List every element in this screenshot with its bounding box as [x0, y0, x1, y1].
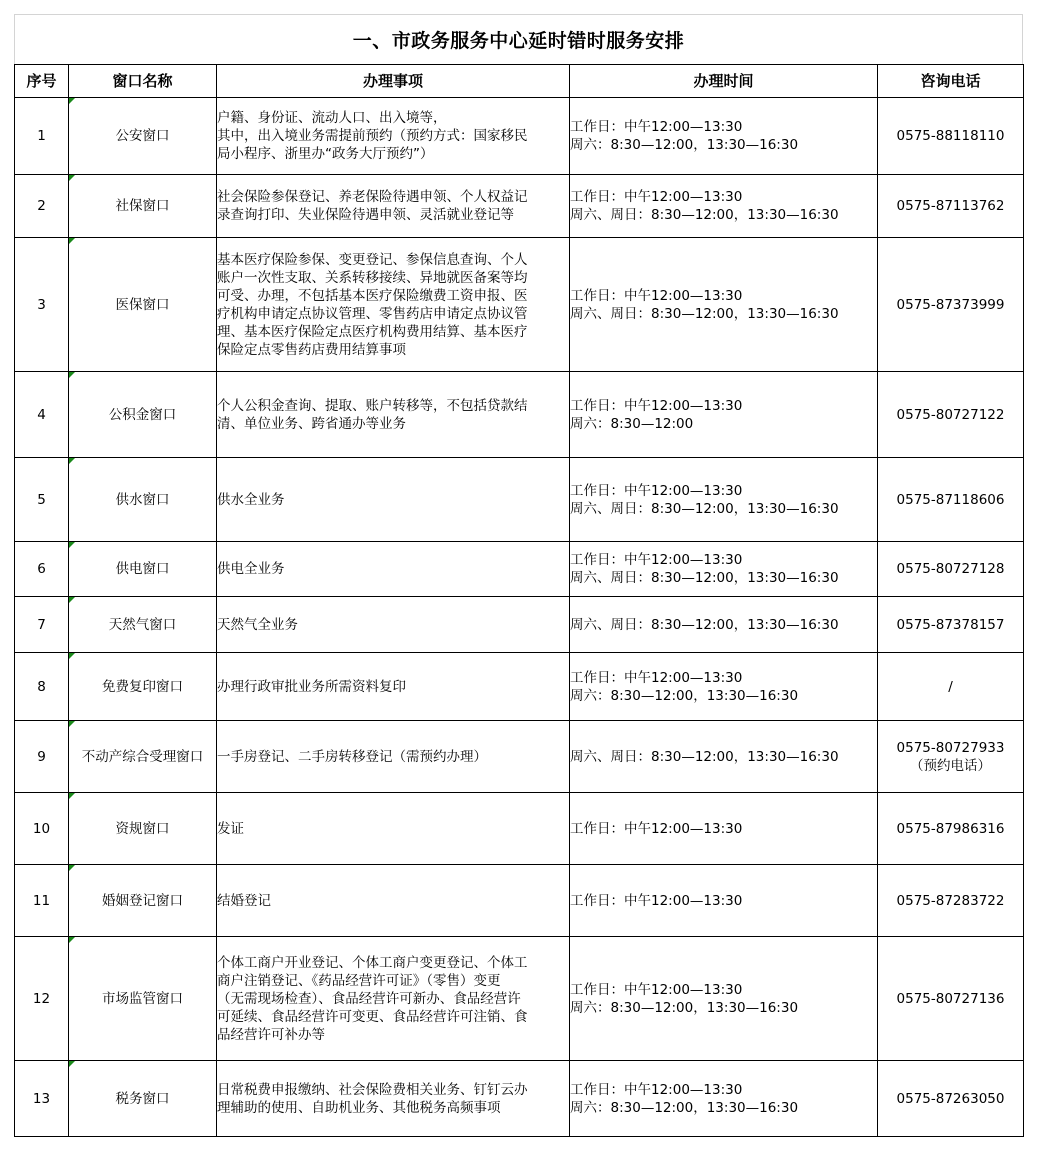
table-row [15, 98, 1024, 175]
row-number: 1 [15, 98, 69, 175]
phone-number: 0575-87283722 [896, 892, 1005, 909]
phone-cell [878, 653, 1024, 721]
row-number: 8 [15, 653, 69, 721]
service-items-cell [217, 793, 570, 865]
phone-number: 0575-87113762 [896, 198, 1005, 214]
phone-number: 0575-80727122 [896, 406, 1005, 423]
row-number: 3 [15, 238, 69, 372]
table-row [15, 542, 1024, 597]
table-row [15, 721, 1024, 793]
service-item-line: 供水全业务 [217, 491, 285, 508]
service-item-line: （无需现场检查）、食品经营许可新办、食品经营许 [217, 990, 521, 1007]
service-item-line: 供电全业务 [217, 561, 285, 577]
window-name-cell [69, 542, 217, 597]
service-item-line: 可受、办理，不包括基本医疗保险缴费工资申报、医 [217, 287, 528, 304]
service-time-line: 工作日：中午12:00—13:30 [570, 189, 743, 205]
service-item-line: 可延续、食品经营许可变更、食品经营许可注销、食 [217, 1008, 528, 1025]
comment-marker-icon [69, 721, 75, 727]
service-item-line: 理辅助的使用、自助机业务、其他税务高频事项 [217, 1099, 501, 1116]
window-name-cell [69, 238, 217, 372]
table-row [15, 597, 1024, 653]
window-name-cell [69, 721, 217, 793]
service-items-cell [217, 175, 570, 238]
comment-marker-icon [69, 653, 75, 659]
comment-marker-icon [69, 372, 75, 378]
service-time-line: 周六：8:30—12:00，13:30—16:30 [570, 137, 799, 153]
service-time-line: 周六、周日：8:30—12:00，13:30—16:30 [570, 748, 839, 765]
service-time-line: 周六：8:30—12:00 [570, 415, 694, 432]
phone-cell [878, 175, 1024, 238]
service-time-line: 工作日：中午12:00—13:30 [570, 1081, 743, 1098]
service-item-line: 局小程序、浙里办“政务大厅预约”） [217, 146, 434, 162]
service-time-line: 周六：8:30—12:00，13:30—16:30 [570, 1099, 799, 1116]
service-items-cell [217, 458, 570, 542]
service-items-cell [217, 865, 570, 937]
service-items-cell [217, 937, 570, 1061]
row-number: 13 [15, 1061, 69, 1137]
row-number: 9 [15, 721, 69, 793]
phone-number: 0575-87373999 [896, 296, 1005, 313]
service-time-cell [570, 937, 878, 1061]
window-name-cell [69, 937, 217, 1061]
service-item-line: 发证 [217, 820, 244, 837]
window-name: 公安窗口 [115, 128, 170, 144]
service-item-line: 品经营许可补办等 [217, 1026, 325, 1043]
service-time-line: 工作日：中午12:00—13:30 [570, 552, 743, 568]
service-item-line: 户籍、身份证、流动人口、出入境等， [217, 110, 447, 126]
table-body [15, 98, 1024, 1137]
service-time-line: 周六、周日：8:30—12:00，13:30—16:30 [570, 500, 839, 517]
table-row [15, 238, 1024, 372]
service-item-line: 办理行政审批业务所需资料复印 [217, 678, 406, 695]
table-row [15, 372, 1024, 458]
service-time-line: 工作日：中午12:00—13:30 [570, 482, 743, 499]
comment-marker-icon [69, 458, 75, 464]
comment-marker-icon [69, 98, 75, 104]
comment-marker-icon [69, 175, 75, 181]
comment-marker-icon [69, 865, 75, 871]
window-name: 免费复印窗口 [102, 678, 183, 695]
service-item-line: 其中，出入境业务需提前预约（预约方式：国家移民 [217, 128, 528, 144]
service-time-cell [570, 238, 878, 372]
window-name: 天然气窗口 [108, 616, 177, 633]
service-item-line: 清、单位业务、跨省通办等业务 [217, 415, 406, 432]
window-name: 供电窗口 [115, 561, 170, 577]
service-items-cell [217, 597, 570, 653]
row-number: 5 [15, 458, 69, 542]
window-name-cell [69, 865, 217, 937]
phone-number: （预约电话） [910, 757, 991, 774]
phone-cell [878, 458, 1024, 542]
service-items-cell [217, 1061, 570, 1137]
window-name-cell [69, 458, 217, 542]
service-time-cell [570, 865, 878, 937]
service-time-line: 周六、周日：8:30—12:00，13:30—16:30 [570, 570, 839, 586]
service-item-line: 疗机构申请定点协议管理、零售药店申请定点协议管 [217, 305, 528, 322]
service-item-line: 商户注销登记、《药品经营许可证》（零售）变更 [217, 972, 501, 989]
phone-cell [878, 937, 1024, 1061]
phone-number: / [948, 678, 953, 695]
phone-cell [878, 1061, 1024, 1137]
row-number: 4 [15, 372, 69, 458]
phone-number: 0575-80727136 [896, 990, 1005, 1007]
service-time-cell [570, 1061, 878, 1137]
table-row [15, 865, 1024, 937]
page-title: 一、市政务服务中心延时错时服务安排 [14, 14, 1023, 64]
window-name: 市场监管窗口 [102, 990, 183, 1007]
service-item-line: 天然气全业务 [217, 616, 298, 633]
phone-number: 0575-87986316 [896, 820, 1005, 837]
comment-marker-icon [69, 1061, 75, 1067]
service-time-line: 工作日：中午12:00—13:30 [570, 287, 743, 304]
row-number: 10 [15, 793, 69, 865]
service-time-cell [570, 597, 878, 653]
window-name-cell [69, 1061, 217, 1137]
service-time-line: 工作日：中午12:00—13:30 [570, 820, 743, 837]
service-item-line: 个体工商户开业登记、个体工商户变更登记、个体工 [217, 954, 528, 971]
service-item-line: 保险定点零售药店费用结算事项 [217, 341, 406, 358]
window-name-cell [69, 98, 217, 175]
service-item-line: 社会保险参保登记、养老保险待遇申领、个人权益记 [217, 189, 528, 205]
service-item-line: 录查询打印、失业保险待遇申领、灵活就业登记等 [217, 207, 514, 223]
row-number: 11 [15, 865, 69, 937]
row-number: 6 [15, 542, 69, 597]
service-time-cell [570, 372, 878, 458]
service-time-line: 工作日：中午12:00—13:30 [570, 981, 743, 998]
service-time-cell [570, 793, 878, 865]
service-time-cell [570, 458, 878, 542]
comment-marker-icon [69, 937, 75, 943]
service-items-cell [217, 98, 570, 175]
window-name: 税务窗口 [115, 1090, 170, 1107]
service-item-line: 账户一次性支取、关系转移接续、异地就医备案等均 [217, 269, 528, 286]
phone-number: 0575-87263050 [896, 1090, 1005, 1107]
row-number: 12 [15, 937, 69, 1061]
header-no: 序号 [15, 65, 69, 98]
window-name-cell [69, 597, 217, 653]
service-items-cell [217, 542, 570, 597]
table-row [15, 1061, 1024, 1137]
comment-marker-icon [69, 597, 75, 603]
phone-cell [878, 542, 1024, 597]
window-name: 不动产综合受理窗口 [81, 748, 204, 765]
phone-number: 0575-80727128 [896, 561, 1005, 577]
service-item-line: 日常税费申报缴纳、社会保险费相关业务、钉钉云办 [217, 1081, 528, 1098]
service-time-line: 工作日：中午12:00—13:30 [570, 397, 743, 414]
header-time: 办理时间 [570, 65, 878, 98]
service-item-line: 理、基本医疗保险定点医疗机构费用结算、基本医疗 [217, 323, 528, 340]
service-time-line: 工作日：中午12:00—13:30 [570, 669, 743, 686]
phone-cell [878, 597, 1024, 653]
header-window-name: 窗口名称 [69, 65, 217, 98]
service-time-cell [570, 721, 878, 793]
service-time-line: 周六：8:30—12:00，13:30—16:30 [570, 999, 799, 1016]
service-time-line: 周六：8:30—12:00，13:30—16:30 [570, 687, 799, 704]
phone-cell [878, 865, 1024, 937]
window-name: 供水窗口 [115, 491, 170, 508]
service-items-cell [217, 372, 570, 458]
phone-number: 0575-80727933 [896, 739, 1005, 756]
header-items: 办理事项 [217, 65, 570, 98]
window-name-cell [69, 175, 217, 238]
window-name: 医保窗口 [115, 296, 170, 313]
phone-cell [878, 238, 1024, 372]
schedule-sheet [14, 14, 1023, 1137]
service-item-line: 基本医疗保险参保、变更登记、参保信息查询、个人 [217, 251, 528, 268]
header-row [15, 65, 1024, 98]
table-row [15, 793, 1024, 865]
window-name: 公积金窗口 [108, 406, 177, 423]
table-row [15, 175, 1024, 238]
service-time-line: 周六、周日：8:30—12:00，13:30—16:30 [570, 616, 839, 633]
comment-marker-icon [69, 542, 75, 548]
comment-marker-icon [69, 238, 75, 244]
service-item-line: 结婚登记 [217, 892, 271, 909]
schedule-table [14, 64, 1024, 1137]
window-name-cell [69, 653, 217, 721]
service-time-cell [570, 98, 878, 175]
table-row [15, 458, 1024, 542]
row-number: 2 [15, 175, 69, 238]
service-time-line: 周六、周日：8:30—12:00，13:30—16:30 [570, 305, 839, 322]
service-items-cell [217, 653, 570, 721]
service-item-line: 个人公积金查询、提取、账户转移等，不包括贷款结 [217, 397, 528, 414]
phone-number: 0575-88118110 [896, 128, 1005, 144]
phone-cell [878, 98, 1024, 175]
service-items-cell [217, 721, 570, 793]
phone-cell [878, 721, 1024, 793]
comment-marker-icon [69, 793, 75, 799]
service-time-line: 工作日：中午12:00—13:30 [570, 892, 743, 909]
phone-cell [878, 793, 1024, 865]
window-name: 资规窗口 [115, 820, 170, 837]
table-row [15, 937, 1024, 1061]
service-time-cell [570, 175, 878, 238]
window-name-cell [69, 793, 217, 865]
row-number: 7 [15, 597, 69, 653]
service-time-cell [570, 653, 878, 721]
phone-number: 0575-87378157 [896, 616, 1005, 633]
service-time-line: 周六、周日：8:30—12:00，13:30—16:30 [570, 207, 839, 223]
service-time-cell [570, 542, 878, 597]
phone-number: 0575-87118606 [896, 491, 1005, 508]
window-name: 婚姻登记窗口 [102, 892, 183, 909]
service-time-line: 工作日：中午12:00—13:30 [570, 119, 743, 135]
service-item-line: 一手房登记、二手房转移登记（需预约办理） [217, 748, 487, 765]
phone-cell [878, 372, 1024, 458]
service-items-cell [217, 238, 570, 372]
window-name-cell [69, 372, 217, 458]
table-row [15, 653, 1024, 721]
header-phone: 咨询电话 [878, 65, 1024, 98]
window-name: 社保窗口 [115, 198, 170, 214]
